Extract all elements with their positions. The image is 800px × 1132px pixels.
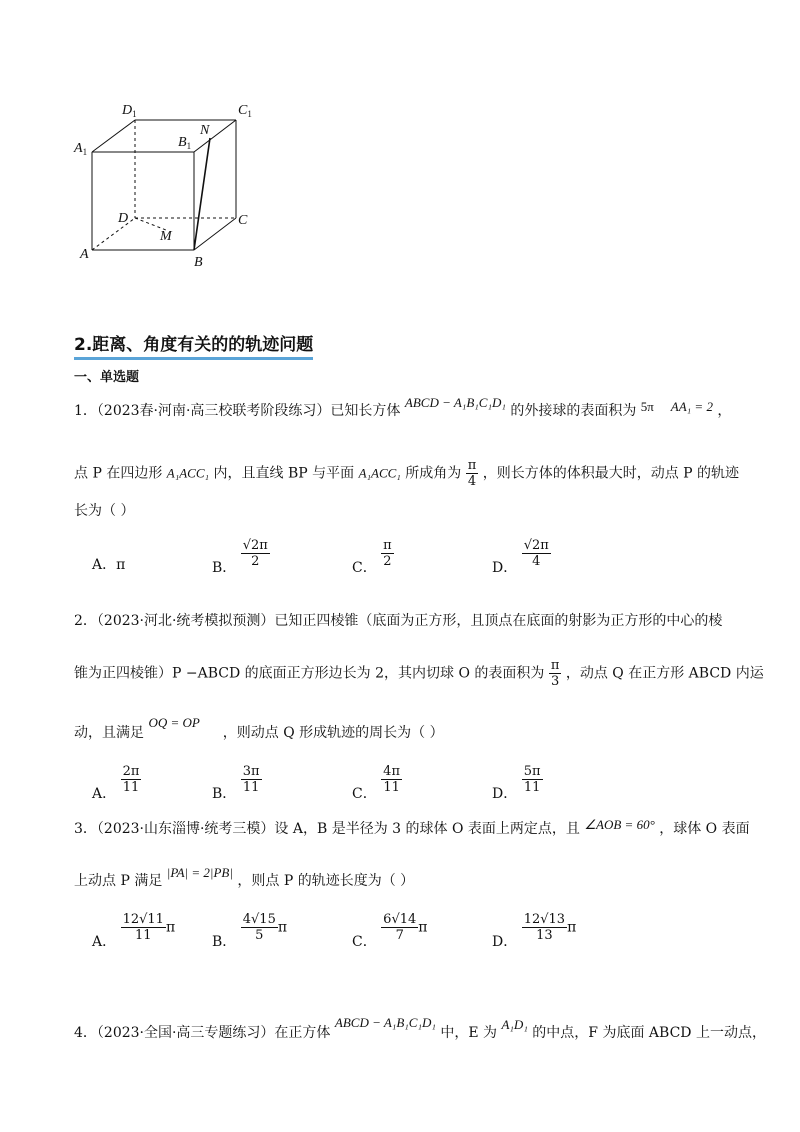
q1-mid1: 的外接球的表面积为 — [510, 403, 637, 419]
q2-option-a: A． $\frac{2\pi}{11}$ — [92, 764, 140, 802]
q1-option-c: C． $\frac{\pi}{2}$ — [352, 538, 392, 576]
q2-line2a: 锥为正四棱锥）P −ABCD 的底面正方形边长为 2，其内切球 O 的表面积为 — [74, 665, 545, 682]
q1-line2d: ，则长方体的体积最大时，动点 P 的轨迹 — [482, 465, 740, 482]
q2-line2b: ，动点 Q 在正方形 ABCD 内运 — [565, 665, 764, 682]
q3-option-c: C． $\frac{6√14}{7}$ π — [352, 912, 428, 950]
q2-line3b: ，则动点 Q 形成轨迹的周长为（ ） — [222, 725, 444, 741]
q1-line3: 长为（ ） — [74, 503, 135, 519]
q2-line1: 2．（2023·河北·统考模拟预测）已知正四棱锥（底面为正方形，且顶点在底面的射影为正方形的中心的棱 — [74, 613, 723, 629]
label-D: D — [118, 211, 129, 226]
label-B1: $B_1$ — [178, 135, 192, 151]
q2-option-d: D． $\frac{5\pi}{11}$ — [492, 764, 541, 802]
q3-line2a: 上动点 P 满足 — [74, 873, 163, 889]
label-B: B — [194, 255, 203, 270]
label-A1: $A_1$ — [74, 141, 88, 157]
q1-formula1: ABCD − A₁B₁C₁D₁ — [404, 395, 506, 410]
q1-formula3: A₁ACC₁ — [166, 465, 210, 481]
q2-line3a: 动，且满足 — [74, 725, 144, 741]
q1-line2c: 所成角为 — [405, 465, 462, 482]
section-title: 2.距离、角度有关的的轨迹问题 — [74, 330, 313, 360]
q2-option-c: C． $\frac{4\pi}{11}$ — [352, 764, 400, 802]
q2-formula: OQ = OP — [148, 715, 200, 730]
label-C: C — [238, 213, 248, 228]
q3-option-d: D． $\frac{12√13}{13}$ π — [492, 912, 577, 950]
q4-line1b: 中，E 为 — [440, 1025, 498, 1041]
q3-line1b: ，球体 O 表面 — [659, 821, 750, 837]
section-subtitle: 一、单选题 — [74, 370, 140, 385]
label-A: A — [80, 247, 89, 262]
q1-option-d: D． $\frac{√2\pi}{4}$ — [492, 538, 549, 576]
q4-formula1: ABCD − A₁B₁C₁D₁ — [334, 1015, 436, 1030]
q1-line2a: 点 P 在四边形 — [74, 465, 163, 482]
cube-figure — [70, 90, 270, 270]
q1-option-a: A．π — [92, 557, 126, 573]
q1-line2b: 内，且直线 BP 与平面 — [213, 465, 355, 482]
q1-angle-fraction: $\frac{\pi}{4}$ — [467, 458, 477, 489]
label-D1: $D_1$ — [122, 103, 137, 119]
q3-formula1: ∠AOB = 60° — [584, 817, 655, 832]
q1-option-b: B． $\frac{√2\pi}{2}$ — [212, 538, 268, 576]
q3-option-b: B． $\frac{4√15}{5}$ π — [212, 912, 288, 950]
q4-line1c: 的中点，F 为底面 ABCD 上一动点， — [532, 1025, 766, 1041]
q3-line1a: 3．（2023·山东淄博·统考三模）设 A，B 是半径为 3 的球体 O 表面上两定点，且 — [74, 821, 580, 837]
q3-option-a: A． $\frac{12√11}{11}$ π — [92, 912, 176, 950]
q1-val1: 5π — [640, 399, 654, 414]
q4-formula2: A₁D₁ — [501, 1017, 528, 1032]
label-M: M — [160, 229, 172, 244]
q3-formula2: |PA| = 2|PB| — [166, 865, 233, 880]
q1-formula4: A₁ACC₁ — [358, 465, 401, 481]
q1-formula2: AA₁ = 2 — [670, 399, 713, 414]
q2-area-fraction: $\frac{\pi}{3}$ — [550, 658, 560, 689]
q4-line1a: 4．（2023·全国·高三专题练习）在正方体 — [74, 1025, 331, 1041]
q3-line2b: ，则点 P 的轨迹长度为（ ） — [237, 873, 415, 889]
label-C1: $C_1$ — [238, 103, 252, 119]
label-N: N — [200, 123, 210, 138]
q2-option-b: B． $\frac{3\pi}{11}$ — [212, 764, 260, 802]
q1-comma: ， — [717, 403, 732, 419]
q1-prefix: 1．（2023春·河南·高三校联考阶段练习）已知长方体 — [74, 403, 401, 419]
